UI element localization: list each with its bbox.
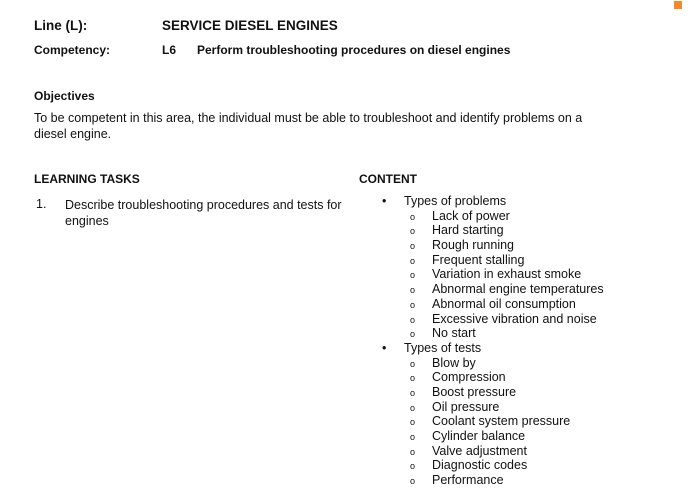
list-item: • Types of tests — [382, 340, 482, 355]
line-title: SERVICE DIESEL ENGINES — [162, 18, 338, 33]
competency-title: Perform troubleshooting procedures on diesel engines — [197, 43, 511, 57]
objectives-heading: Objectives — [34, 89, 95, 103]
list-item: o Hard starting — [410, 223, 504, 238]
circle-bullet-icon: o — [410, 476, 416, 487]
list-item: • Types of problems — [382, 194, 507, 208]
list-item: o Compression — [410, 370, 506, 385]
learning-tasks-heading: LEARNING TASKS — [34, 172, 140, 186]
circle-bullet-icon: o — [410, 285, 416, 296]
list-item: o Coolant system pressure — [410, 414, 571, 429]
competency-code: L6 — [162, 43, 177, 57]
circle-bullet-icon: o — [410, 329, 416, 340]
list-item: o Blow by — [410, 355, 476, 370]
circle-bullet-icon: o — [410, 314, 416, 325]
bullet-icon: • — [382, 340, 387, 355]
circle-bullet-icon: o — [410, 299, 416, 310]
list-item: o Performance — [410, 473, 504, 488]
list-item: o Oil pressure — [410, 399, 500, 414]
circle-bullet-icon: o — [410, 373, 416, 384]
circle-bullet-icon: o — [410, 255, 416, 266]
content-list — [380, 194, 604, 488]
circle-bullet-icon: o — [410, 432, 416, 442]
list-item: o Frequent stalling — [410, 252, 525, 267]
circle-bullet-icon: o — [410, 387, 416, 398]
list-item: o Valve adjustment — [410, 443, 527, 458]
list-item: o No start — [410, 326, 476, 341]
list-item: o Abnormal oil consumption — [410, 296, 576, 311]
list-item: o Abnormal engine temperatures — [410, 282, 604, 297]
objectives-text: To be competent in this area, the individual must be able to troubleshoot and identify problems on a diesel engine. — [34, 111, 583, 141]
list-item: o Diagnostic codes — [410, 458, 528, 473]
circle-bullet-icon: o — [410, 211, 416, 222]
list-item: o Rough running — [410, 238, 515, 253]
content-heading: CONTENT — [359, 172, 417, 186]
list-item: o Variation in exhaust smoke — [410, 267, 582, 282]
bullet-icon: • — [382, 194, 387, 208]
list-item: o Excessive vibration and noise — [410, 311, 597, 326]
corner-marker — [674, 1, 682, 9]
list-item: o Boost pressure — [410, 384, 517, 399]
list-item: o Cylinder balance — [410, 429, 526, 443]
circle-bullet-icon: o — [410, 417, 416, 428]
circle-bullet-icon: o — [410, 241, 416, 252]
circle-bullet-icon: o — [410, 270, 416, 281]
task-number: 1. — [36, 197, 47, 211]
circle-bullet-icon: o — [410, 402, 416, 413]
circle-bullet-icon: o — [410, 226, 416, 237]
line-label: Line (L): — [34, 18, 88, 33]
competency-label: Competency: — [34, 43, 111, 57]
task-text: Describe troubleshooting procedures and tests for engines — [65, 198, 342, 228]
circle-bullet-icon: o — [410, 358, 416, 369]
circle-bullet-icon: o — [410, 446, 416, 457]
list-item: o Lack of power — [410, 208, 510, 223]
circle-bullet-icon: o — [410, 461, 416, 472]
